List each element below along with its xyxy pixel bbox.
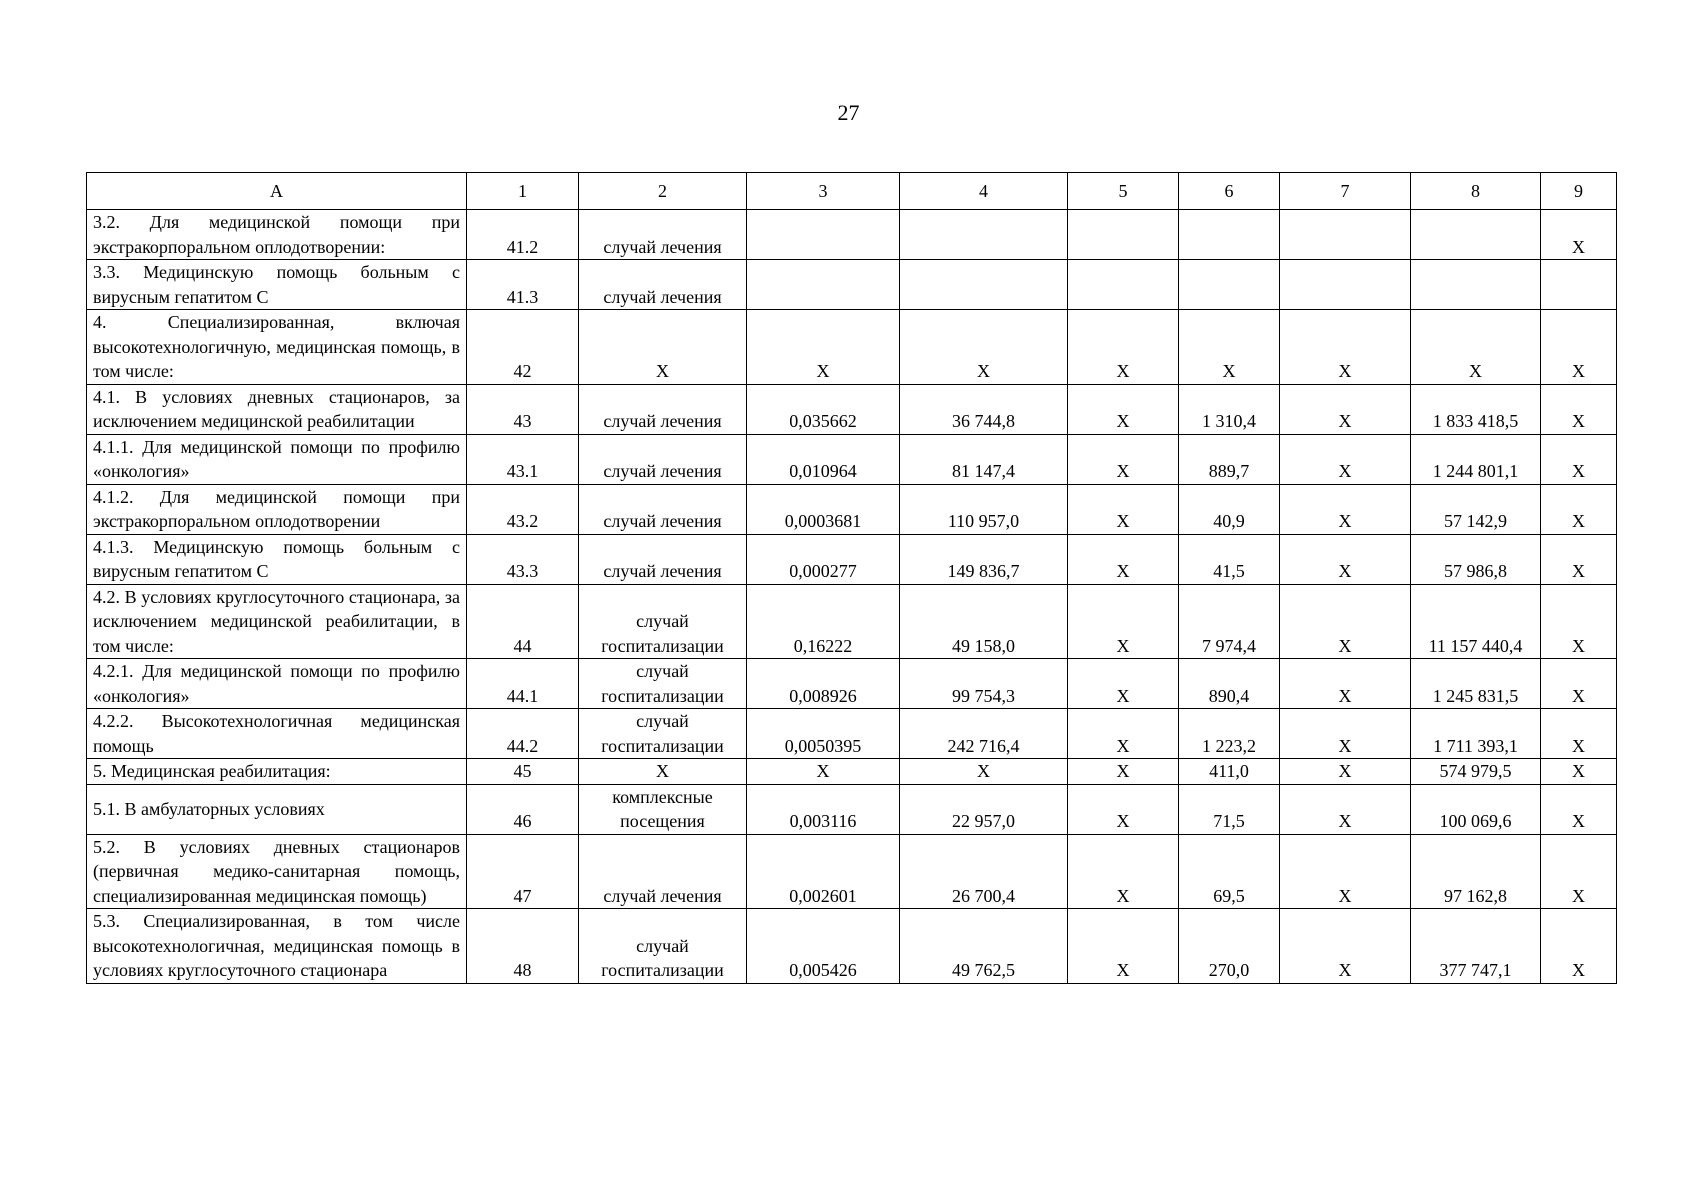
value-cell-8: 11 157 440,4 <box>1411 584 1541 659</box>
row-number: 48 <box>467 909 579 984</box>
unit-text: случай лечения <box>603 461 722 481</box>
table-row <box>87 909 1617 984</box>
unit-cell <box>579 210 747 260</box>
value-cell-4: 49 158,0 <box>900 584 1068 659</box>
value-cell-3: 0,0003681 <box>747 484 900 534</box>
unit-text: случай <box>636 611 689 631</box>
unit-cell <box>579 584 747 659</box>
row-number: 41.3 <box>467 260 579 310</box>
value-cell-5: Х <box>1068 759 1179 785</box>
unit-text: случай лечения <box>603 511 722 531</box>
value-cell-5: Х <box>1068 584 1179 659</box>
value-cell-3: 0,035662 <box>747 384 900 434</box>
header-cell-3: 3 <box>747 173 900 210</box>
table-row <box>87 484 1617 534</box>
value-cell-4: 22 957,0 <box>900 784 1068 834</box>
value-cell-3: 0,0050395 <box>747 709 900 759</box>
value-cell-5: Х <box>1068 909 1179 984</box>
value-cell-6: 7 974,4 <box>1179 584 1280 659</box>
value-cell-6: 69,5 <box>1179 834 1280 909</box>
row-label: 5. Медицинская реабилитация: <box>87 759 467 785</box>
row-label: 4.1.2. Для медицинской помощи при экстракорпоральном оплодотворении <box>87 484 467 534</box>
value-cell-5: Х <box>1068 484 1179 534</box>
unit-text: случай лечения <box>603 236 722 257</box>
value-cell-4: 149 836,7 <box>900 534 1068 584</box>
value-cell-9: Х <box>1541 584 1617 659</box>
unit-cell <box>579 534 747 584</box>
header-cell-6: 6 <box>1179 173 1280 210</box>
value-cell-5 <box>1068 260 1179 310</box>
unit-cell <box>579 260 747 310</box>
value-cell-7: Х <box>1280 709 1411 759</box>
value-cell-8: 97 162,8 <box>1411 834 1541 909</box>
header-cell-2: 2 <box>579 173 747 210</box>
value-cell-3: 0,005426 <box>747 909 900 984</box>
unit-cell <box>579 709 747 759</box>
value-cell-4: 81 147,4 <box>900 434 1068 484</box>
table-row <box>87 659 1617 709</box>
header-cell-7: 7 <box>1280 173 1411 210</box>
value-cell-3: 0,008926 <box>747 659 900 709</box>
value-cell-3: Х <box>747 310 900 385</box>
table-row <box>87 584 1617 659</box>
table-row <box>87 260 1617 310</box>
value-cell-9: Х <box>1541 384 1617 434</box>
value-cell-5: Х <box>1068 709 1179 759</box>
value-cell-8: 1 245 831,5 <box>1411 659 1541 709</box>
row-number: 46 <box>467 784 579 834</box>
value-cell-4 <box>900 260 1068 310</box>
value-cell-9: Х <box>1541 834 1617 909</box>
header-cell-5: 5 <box>1068 173 1179 210</box>
value-cell-7: Х <box>1280 784 1411 834</box>
row-label: 3.3. Медицинскую помощь больным с вирусным гепатитом С <box>87 260 467 310</box>
value-cell-8: 377 747,1 <box>1411 909 1541 984</box>
table-row <box>87 434 1617 484</box>
value-cell-6: 411,0 <box>1179 759 1280 785</box>
value-cell-8: 100 069,6 <box>1411 784 1541 834</box>
value-cell-8: 1 711 393,1 <box>1411 709 1541 759</box>
value-cell-6 <box>1179 260 1280 310</box>
row-number: 43.3 <box>467 534 579 584</box>
value-cell-6: Х <box>1179 310 1280 385</box>
table-row <box>87 310 1617 385</box>
row-number: 42 <box>467 310 579 385</box>
value-cell-8: 57 986,8 <box>1411 534 1541 584</box>
header-row <box>87 173 1617 210</box>
row-number: 41.2 <box>467 210 579 260</box>
table-row <box>87 709 1617 759</box>
value-cell-7: Х <box>1280 759 1411 785</box>
value-cell-5 <box>1068 210 1179 260</box>
value-cell-4: Х <box>900 310 1068 385</box>
unit-text: случай лечения <box>603 885 722 906</box>
row-number: 47 <box>467 834 579 909</box>
value-cell-8: 1 244 801,1 <box>1411 434 1541 484</box>
value-cell-5: Х <box>1068 310 1179 385</box>
value-cell-5: Х <box>1068 784 1179 834</box>
value-cell-4: 242 716,4 <box>900 709 1068 759</box>
unit-text: случай <box>636 935 689 956</box>
table-row <box>87 384 1617 434</box>
unit-cell <box>579 759 747 785</box>
unit-text: Х <box>656 361 669 381</box>
value-cell-9: Х <box>1541 709 1617 759</box>
table-row <box>87 534 1617 584</box>
value-cell-9: Х <box>1541 484 1617 534</box>
value-cell-5: Х <box>1068 659 1179 709</box>
table-row <box>87 784 1617 834</box>
row-label: 4. Специализированная, включая высокотехнологичную, медицинская помощь, в том числе: <box>87 310 467 385</box>
row-number: 43.1 <box>467 434 579 484</box>
unit-cell <box>579 909 747 984</box>
value-cell-9: Х <box>1541 909 1617 984</box>
unit-cell <box>579 834 747 909</box>
value-cell-9: Х <box>1541 310 1617 385</box>
value-cell-5: Х <box>1068 384 1179 434</box>
value-cell-6: 40,9 <box>1179 484 1280 534</box>
row-label: 3.2. Для медицинской помощи при экстракорпоральном оплодотворении: <box>87 210 467 260</box>
value-cell-7 <box>1280 210 1411 260</box>
row-number: 43 <box>467 384 579 434</box>
value-cell-8: 57 142,9 <box>1411 484 1541 534</box>
row-number: 44 <box>467 584 579 659</box>
unit-text: случай <box>636 711 689 731</box>
unit-text: посещения <box>620 811 705 831</box>
value-cell-4 <box>900 210 1068 260</box>
value-cell-8 <box>1411 210 1541 260</box>
value-cell-7: Х <box>1280 384 1411 434</box>
header-cell-4: 4 <box>900 173 1068 210</box>
unit-text: госпитализации <box>601 635 724 656</box>
value-cell-3: 0,003116 <box>747 784 900 834</box>
value-cell-7: Х <box>1280 659 1411 709</box>
value-cell-7: Х <box>1280 434 1411 484</box>
row-label: 5.1. В амбулаторных условиях <box>87 784 467 834</box>
unit-text: комплексные <box>612 786 713 807</box>
row-label: 4.1.3. Медицинскую помощь больным с вирусным гепатитом С <box>87 534 467 584</box>
value-cell-9 <box>1541 260 1617 310</box>
unit-text: случай лечения <box>603 561 722 581</box>
value-cell-9: Х <box>1541 534 1617 584</box>
unit-text: случай <box>636 661 689 681</box>
unit-cell <box>579 310 747 385</box>
page-number: 27 <box>837 100 860 125</box>
unit-text: Х <box>656 761 669 781</box>
unit-cell <box>579 784 747 834</box>
value-cell-4: 49 762,5 <box>900 909 1068 984</box>
row-label: 5.3. Специализированная, в том числе высокотехнологичная, медицинская помощь в условиях круглосуточного стационара <box>87 909 467 984</box>
header-cell-9: 9 <box>1541 173 1617 210</box>
value-cell-8: 574 979,5 <box>1411 759 1541 785</box>
value-cell-3: Х <box>747 759 900 785</box>
value-cell-5: Х <box>1068 434 1179 484</box>
value-cell-3: 0,002601 <box>747 834 900 909</box>
row-number: 43.2 <box>467 484 579 534</box>
value-cell-3: 0,000277 <box>747 534 900 584</box>
unit-cell <box>579 659 747 709</box>
value-cell-7: Х <box>1280 834 1411 909</box>
value-cell-4: Х <box>900 759 1068 785</box>
value-cell-6: 1 310,4 <box>1179 384 1280 434</box>
value-cell-3 <box>747 260 900 310</box>
row-label: 4.1. В условиях дневных стационаров, за исключением медицинской реабилитации <box>87 384 467 434</box>
table-row <box>87 210 1617 260</box>
unit-text: госпитализации <box>601 960 724 980</box>
value-cell-7: Х <box>1280 310 1411 385</box>
value-cell-9: Х <box>1541 784 1617 834</box>
unit-text: случай лечения <box>603 286 722 307</box>
unit-cell <box>579 484 747 534</box>
unit-text: госпитализации <box>601 685 724 706</box>
value-cell-9: Х <box>1541 434 1617 484</box>
value-cell-8: Х <box>1411 310 1541 385</box>
unit-cell <box>579 384 747 434</box>
table-body <box>87 210 1617 984</box>
table-row <box>87 834 1617 909</box>
row-label: 5.2. В условиях дневных стационаров (первичная медико-санитарная помощь, специализированная медицинская помощь) <box>87 834 467 909</box>
value-cell-7: Х <box>1280 534 1411 584</box>
row-label: 4.2.2. Высокотехнологичная медицинская помощь <box>87 709 467 759</box>
value-cell-6: 890,4 <box>1179 659 1280 709</box>
value-cell-9: Х <box>1541 210 1617 260</box>
value-cell-4: 99 754,3 <box>900 659 1068 709</box>
value-cell-5: Х <box>1068 834 1179 909</box>
row-label: 4.2.1. Для медицинской помощи по профилю «онкология» <box>87 659 467 709</box>
value-cell-6: 71,5 <box>1179 784 1280 834</box>
value-cell-7 <box>1280 260 1411 310</box>
table-row <box>87 759 1617 785</box>
value-cell-3 <box>747 210 900 260</box>
value-cell-6: 41,5 <box>1179 534 1280 584</box>
value-cell-9: Х <box>1541 659 1617 709</box>
value-cell-4: 26 700,4 <box>900 834 1068 909</box>
header-cell-a: А <box>87 173 467 210</box>
row-label: 4.2. В условиях круглосуточного стационара, за исключением медицинской реабилитации, в том числе: <box>87 584 467 659</box>
header-cell-1: 1 <box>467 173 579 210</box>
value-cell-3: 0,010964 <box>747 434 900 484</box>
value-cell-8: 1 833 418,5 <box>1411 384 1541 434</box>
value-cell-6: 889,7 <box>1179 434 1280 484</box>
unit-cell <box>579 434 747 484</box>
value-cell-8 <box>1411 260 1541 310</box>
value-cell-4: 110 957,0 <box>900 484 1068 534</box>
value-cell-4: 36 744,8 <box>900 384 1068 434</box>
data-table <box>86 172 1617 984</box>
value-cell-5: Х <box>1068 534 1179 584</box>
row-number: 45 <box>467 759 579 785</box>
value-cell-7: Х <box>1280 909 1411 984</box>
value-cell-7: Х <box>1280 584 1411 659</box>
unit-text: случай лечения <box>603 411 722 431</box>
unit-text: госпитализации <box>601 735 724 756</box>
value-cell-6 <box>1179 210 1280 260</box>
row-label: 4.1.1. Для медицинской помощи по профилю «онкология» <box>87 434 467 484</box>
row-number: 44.2 <box>467 709 579 759</box>
row-number: 44.1 <box>467 659 579 709</box>
value-cell-7: Х <box>1280 484 1411 534</box>
value-cell-6: 270,0 <box>1179 909 1280 984</box>
value-cell-6: 1 223,2 <box>1179 709 1280 759</box>
value-cell-3: 0,16222 <box>747 584 900 659</box>
header-cell-8: 8 <box>1411 173 1541 210</box>
value-cell-9: Х <box>1541 759 1617 785</box>
